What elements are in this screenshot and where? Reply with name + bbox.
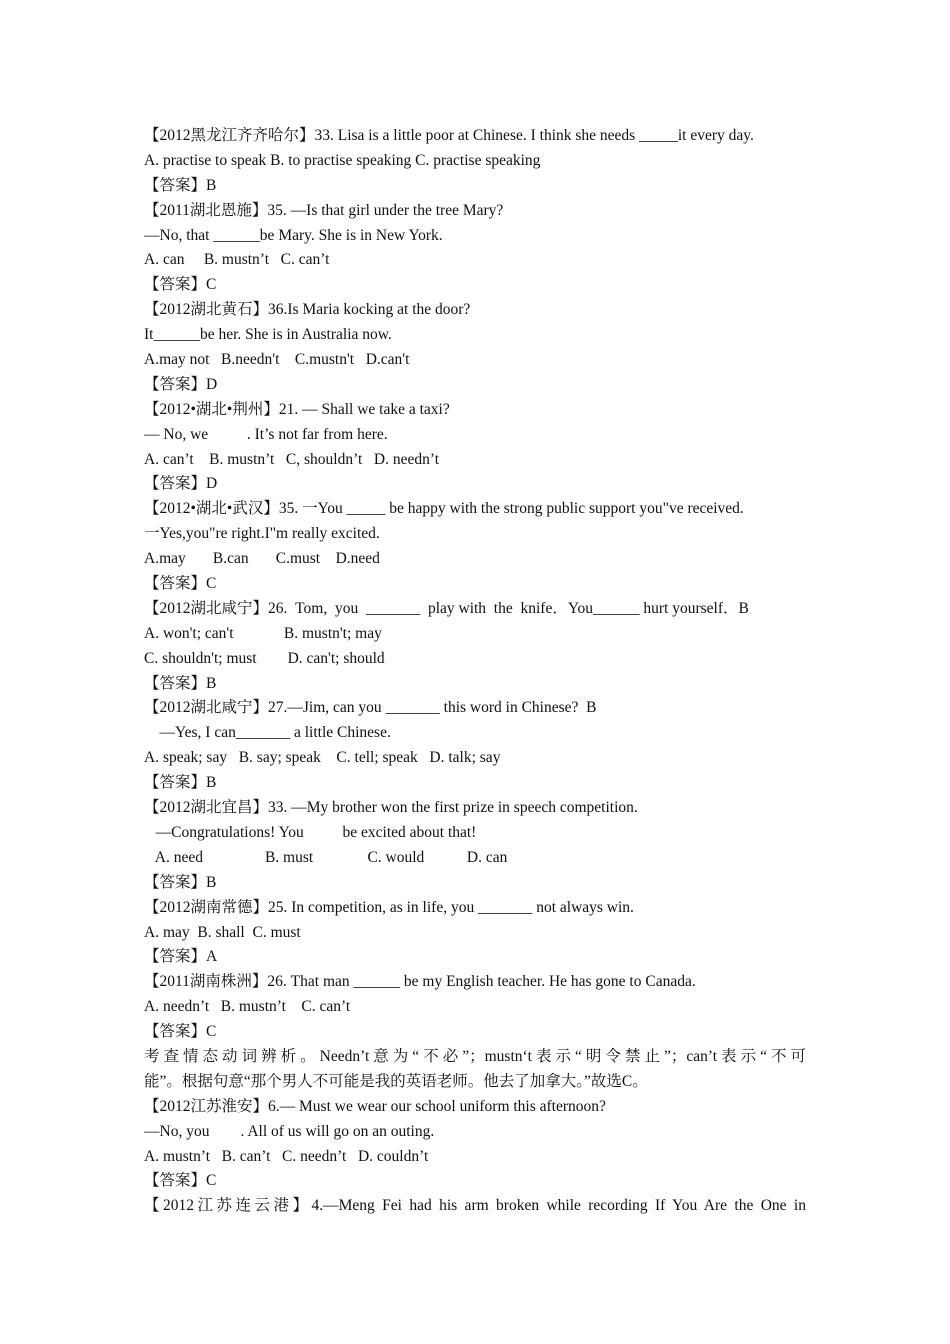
explanation-line: 考查情态动词辨析。Needn’t意为“不必”；mustn‘t表示“明令禁止”；can’t表示“不可 (144, 1047, 806, 1065)
question-header-line: 【2012•湖北•荆州】21. — Shall we take a taxi? (144, 400, 450, 418)
answer-line: 【答案】C (144, 1023, 217, 1041)
answer-line: 【答案】B (144, 774, 217, 792)
options-line: A.may not B.needn't C.mustn't D.can't (144, 351, 410, 369)
question-header-line: 【2012湖南常德】25. In competition, as in life, you _______ not always win. (144, 898, 634, 916)
options-line: A.may B.can C.must D.need (144, 550, 380, 568)
options-line: A. mustn’t B. can’t C. needn’t D. couldn’t (144, 1147, 429, 1165)
question-header-line: 【2012湖北咸宁】27.—Jim, can you _______ this word in Chinese? B (144, 699, 597, 717)
options-line: A. may B. shall C. must (144, 923, 301, 941)
question-header-line: 【2011湖北恩施】35. —Is that girl under the tree Mary? (144, 201, 504, 219)
answer-line: 【答案】B (144, 674, 217, 692)
options-line: C. shouldn't; must D. can't; should (144, 649, 385, 667)
question-header-line: 【2012•湖北•武汉】35. 一You _____ be happy with the strong public support you"ve received. (144, 500, 744, 518)
question-text-line: —Yes, I can_______ a little Chinese. (144, 724, 391, 742)
options-line: A. speak; say B. say; speak C. tell; speak D. talk; say (144, 749, 501, 767)
options-line: A. practise to speak B. to practise speaking C. practise speaking (144, 151, 541, 169)
answer-line: 【答案】C (144, 575, 217, 593)
question-header-line: 【2011湖南株洲】26. That man ______ be my English teacher. He has gone to Canada. (144, 973, 696, 991)
answer-line: 【答案】B (144, 873, 217, 891)
answer-line: 【答案】D (144, 375, 218, 393)
options-line: A. won't; can't B. mustn't; may (144, 624, 382, 642)
answer-line: 【答案】D (144, 475, 218, 493)
question-text-line: —No, you . All of us will go on an outing. (144, 1122, 435, 1140)
question-header-line: 【2012湖北宜昌】33. —My brother won the first prize in speech competition. (144, 799, 638, 817)
answer-line: 【答案】C (144, 276, 217, 294)
answer-line: 【答案】B (144, 176, 217, 194)
question-text-line: —No, that ______be Mary. She is in New York. (144, 226, 443, 244)
options-line: A. needn’t B. mustn’t C. can’t (144, 998, 351, 1016)
answer-line: 【答案】C (144, 1172, 217, 1190)
options-line: A. can B. mustn’t C. can’t (144, 251, 330, 269)
question-header-line: 【2012江苏连云港】4.—Meng Fei had his arm broken while recording If You Are the One in (144, 1197, 806, 1215)
explanation-line: 能”。根据句意“那个男人不可能是我的英语老师。他去了加拿大。”故选C。 (144, 1072, 648, 1090)
document-body (144, 124, 806, 1219)
question-text-line: It______be her. She is in Australia now. (144, 326, 392, 344)
question-text-line: — No, we . It’s not far from here. (144, 425, 388, 443)
question-header-line: 【2012黑龙江齐齐哈尔】33. Lisa is a little poor at Chinese. I think she needs _____it every day. (144, 127, 754, 144)
question-header-line: 【2012湖北咸宁】26. Tom, you _______ play with the knife．You______ hurt yourself．B (144, 599, 749, 617)
options-line: A. need B. must C. would D. can (144, 848, 508, 866)
answer-line: 【答案】A (144, 948, 218, 966)
question-header-line: 【2012湖北黄石】36.Is Maria kocking at the door? (144, 301, 471, 319)
question-header-line: 【2012江苏淮安】6.— Must we wear our school uniform this afternoon? (144, 1097, 606, 1115)
options-line: A. can’t B. mustn’t C, shouldn’t D. needn’t (144, 450, 440, 468)
question-text-line: 一Yes,you"re right.I"m really excited. (144, 525, 380, 543)
question-text-line: —Congratulations! You be excited about that! (144, 823, 477, 841)
